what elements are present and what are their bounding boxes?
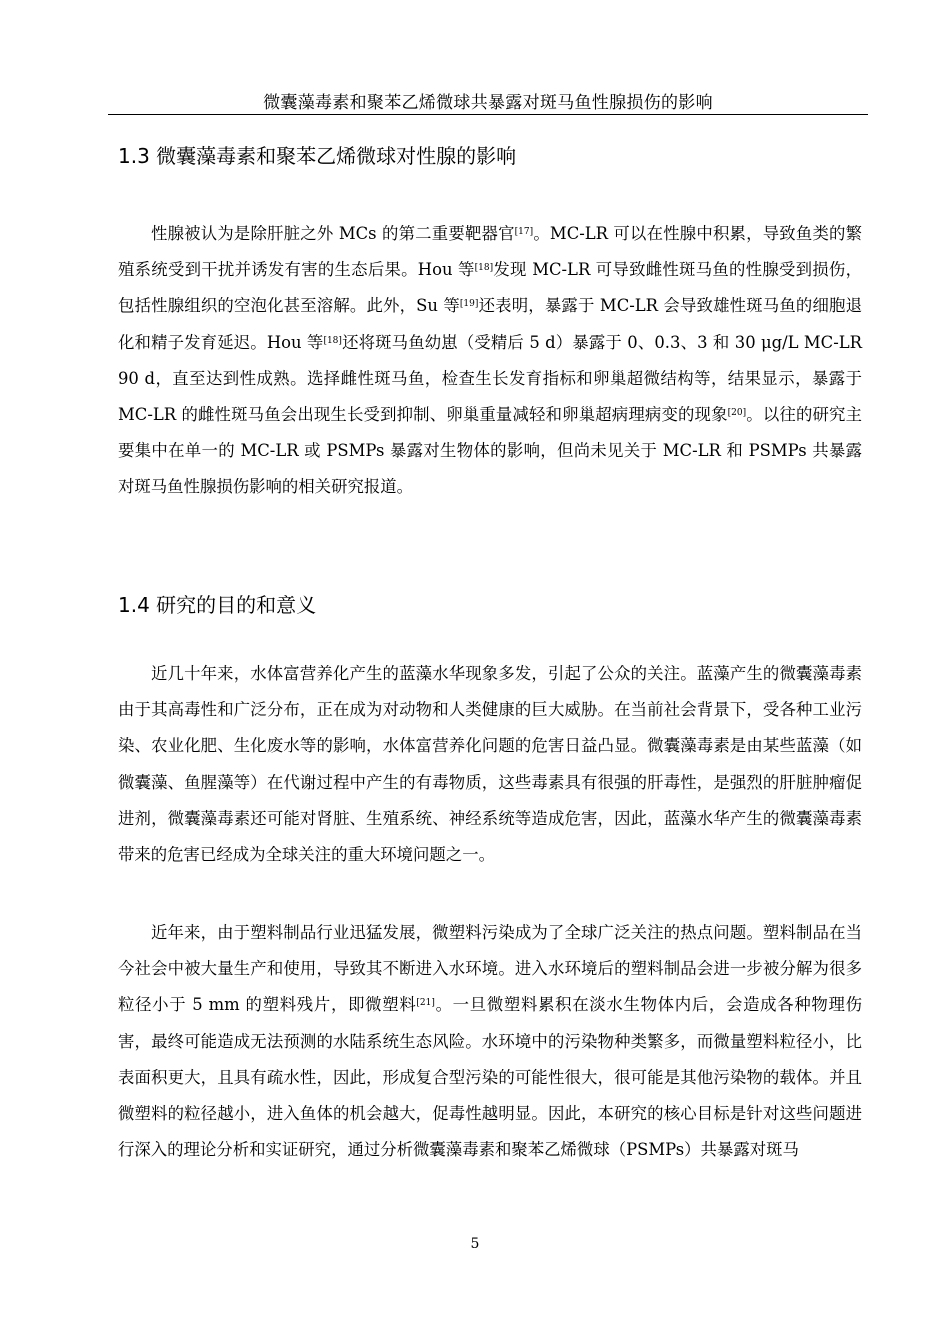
- paragraph-text: 发现 MC-LR 可导致雌性斑马鱼的性腺受到损伤，包括性腺组织的空泡化甚至溶解。此外，Su 等: [118, 260, 862, 316]
- citation-ref: [19]: [459, 299, 479, 310]
- paragraph: [118, 656, 862, 873]
- running-header: 微囊藻毒素和聚苯乙烯微球共暴露对斑马鱼性腺损伤的影响: [263, 93, 713, 113]
- citation-ref: [18]: [474, 263, 494, 274]
- paragraph-text: 近年来，由于塑料制品行业迅猛发展，微塑料污染成为了全球广泛关注的热点问题。塑料制品在当今社会中被大量生产和使用，导致其不断进入水环境。进入水环境后的塑料制品会进一步被分解为很多粒径小于 5 mm 的塑料残片，即微塑料: [118, 923, 862, 1015]
- paragraph-text: 近几十年来，水体富营养化产生的蓝藻水华现象多发，引起了公众的关注。蓝藻产生的微囊藻毒素由于其高毒性和广泛分布，正在成为对动物和人类健康的巨大威胁。在当前社会背景下，受各种工业污染、农业化肥、生化废水等的影响，水体富营养化问题的危害日益凸显。微囊藻毒素是由某些蓝藻（如微囊藻、鱼腥藻等）在代谢过程中产生的有毒物质，这些毒素具有很强的肝毒性，是强烈的肝脏肿瘤促进剂，微囊藻毒素还可能对肾脏、生殖系统、神经系统等造成危害，因此，蓝藻水华产生的微囊藻毒素带来的危害已经成为全球关注的重大环境问题之一。: [118, 664, 862, 865]
- section-title-1-3: 1.3 微囊藻毒素和聚苯乙烯微球对性腺的影响: [118, 144, 517, 168]
- paragraph-text: 还表明，暴露于 MC-LR 会导致雄性斑马鱼的细胞退化和精子发育延迟。Hou 等: [118, 296, 862, 352]
- citation-ref: [21]: [416, 998, 435, 1009]
- citation-ref: [17]: [514, 227, 534, 237]
- paragraph-text: 性腺被认为是除肝脏之外 MCs 的第二重要靶器官: [151, 224, 515, 243]
- paragraph-text: 还将斑马鱼幼崽（受精后 5 d）暴露于 0、0.3、3 和 30 μg/L MC-LR 90 d，直至达到性成熟。选择雌性斑马鱼，检查生长发育指标和卵巢超微结构等，结果显示，暴露于 MC-LR 的雌性斑马鱼会出现生长受到抑制、卵巢重量减轻和卵巢超病理病变的现象: [118, 332, 862, 425]
- paragraph-text: 。以往的研究主要集中在单一的 MC-LR 或 PSMPs 暴露对生物体的影响，但尚未见关于 MC-LR 和 PSMPs 共暴露对斑马鱼性腺损伤影响的相关研究报道。: [118, 405, 863, 497]
- section-title-1-4: 1.4 研究的目的和意义: [118, 593, 317, 617]
- paragraph-text: 。MC-LR 可以在性腺中积累，导致鱼类的繁殖系统受到干扰并诱发有害的生态后果。Hou 等: [118, 224, 863, 280]
- header-rule: [108, 114, 868, 115]
- paragraph-text: 。一旦微塑料累积在淡水生物体内后，会造成各种物理伤害，最终可能造成无法预测的水陆系统生态风险。水环境中的污染物种类繁多，而微量塑料粒径小，比表面积更大，且具有疏水性，因此，形成复合型污染的可能性很大，很可能是其他污染物的载体。并且微塑料的粒径越小，进入鱼体的机会越大，促毒性越明显。因此，本研究的核心目标是针对这些问题进行深入的理论分析和实证研究，通过分析微囊藻毒素和聚苯乙烯微球（PSMPs）共暴露对斑马: [118, 995, 862, 1160]
- paragraph: [118, 915, 862, 1168]
- page-number: 5: [470, 1236, 480, 1252]
- paragraph: [118, 216, 862, 506]
- citation-ref: [20]: [727, 408, 747, 419]
- citation-ref: [18]: [323, 335, 342, 346]
